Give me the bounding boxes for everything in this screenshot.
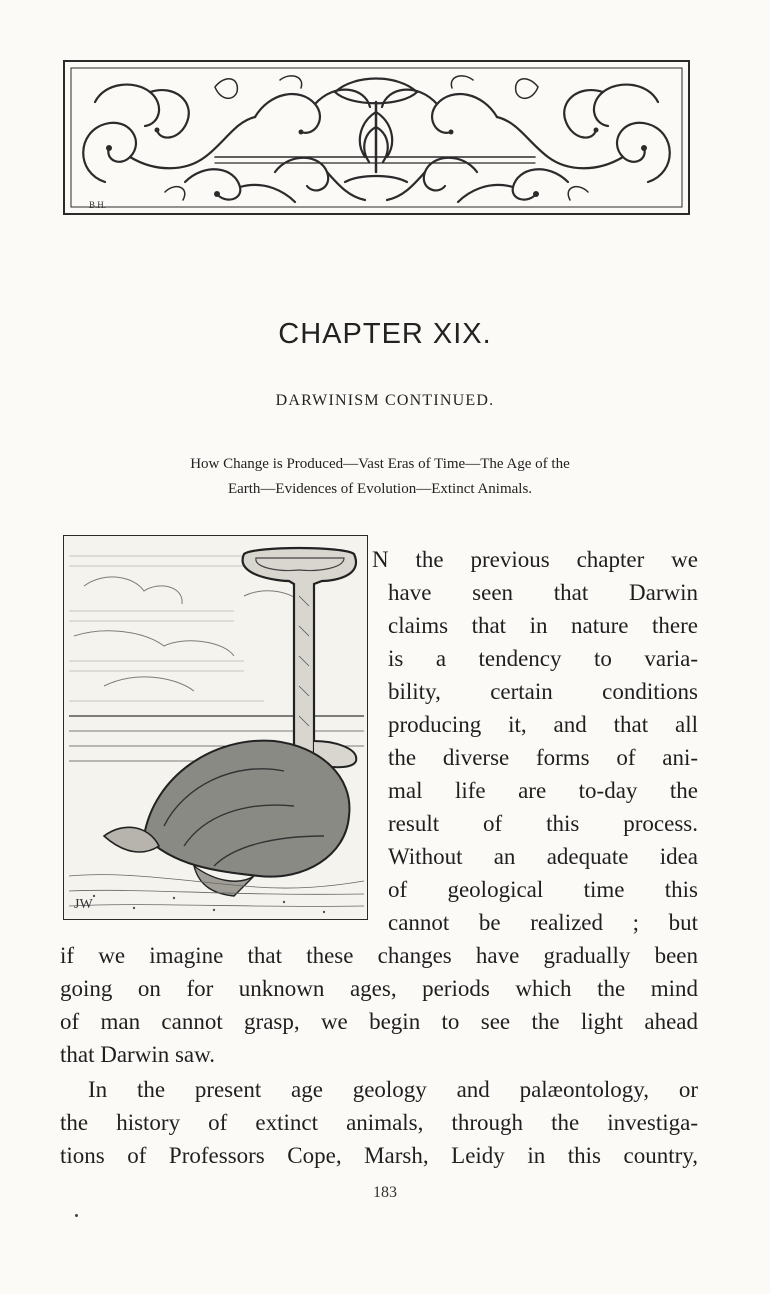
text-line: N the previous chapter we xyxy=(372,547,698,572)
scrollwork-ornament-icon xyxy=(65,62,688,213)
paper-speck xyxy=(75,1214,78,1217)
text-line: claims that in nature there xyxy=(388,613,698,638)
text-line: tions of Professors Cope, Marsh, Leidy in this country, xyxy=(60,1143,698,1168)
text-line: bility, certain conditions xyxy=(388,679,698,704)
page-number: 183 xyxy=(373,1184,397,1201)
text-line: have seen that Darwin xyxy=(388,580,698,605)
text-line: of geological time this xyxy=(388,877,698,902)
text-line: going on for unknown ages, periods which the mind xyxy=(60,976,698,1001)
ornamental-headpiece xyxy=(63,60,690,215)
text-line: producing it, and that all xyxy=(388,712,698,737)
chapter-title: CHAPTER XIX. xyxy=(278,318,492,350)
text-line: if we imagine that these changes have gradually been xyxy=(60,943,698,968)
text-line: mal life are to-day the xyxy=(388,778,698,803)
text-line: Without an adequate idea xyxy=(388,844,698,869)
engraver-mark: B.H. xyxy=(89,200,107,210)
text-line: cannot be realized ; but xyxy=(388,910,698,935)
illustrated-initial xyxy=(63,535,368,920)
text-line: the history of extinct animals, through the investiga- xyxy=(60,1110,698,1135)
text-line: is a tendency to varia- xyxy=(388,646,698,671)
text-line: the diverse forms of ani- xyxy=(388,745,698,770)
text-line: of man cannot grasp, we begin to see the light ahead xyxy=(60,1009,698,1034)
chapter-synopsis xyxy=(60,452,700,502)
text-line: that Darwin saw. xyxy=(60,1042,215,1067)
whale-illustration-icon xyxy=(64,536,366,918)
chapter-subtitle: DARWINISM CONTINUED. xyxy=(275,392,495,409)
text-line: result of this process. xyxy=(388,811,698,836)
text-line: In the present age geology and palæontology, or xyxy=(88,1077,698,1102)
artist-mark: JW xyxy=(74,897,93,912)
synopsis-line: How Change is Produced—Vast Eras of Time—The Age of the xyxy=(190,456,570,472)
synopsis-line: Earth—Evidences of Evolution—Extinct Animals. xyxy=(227,481,533,497)
